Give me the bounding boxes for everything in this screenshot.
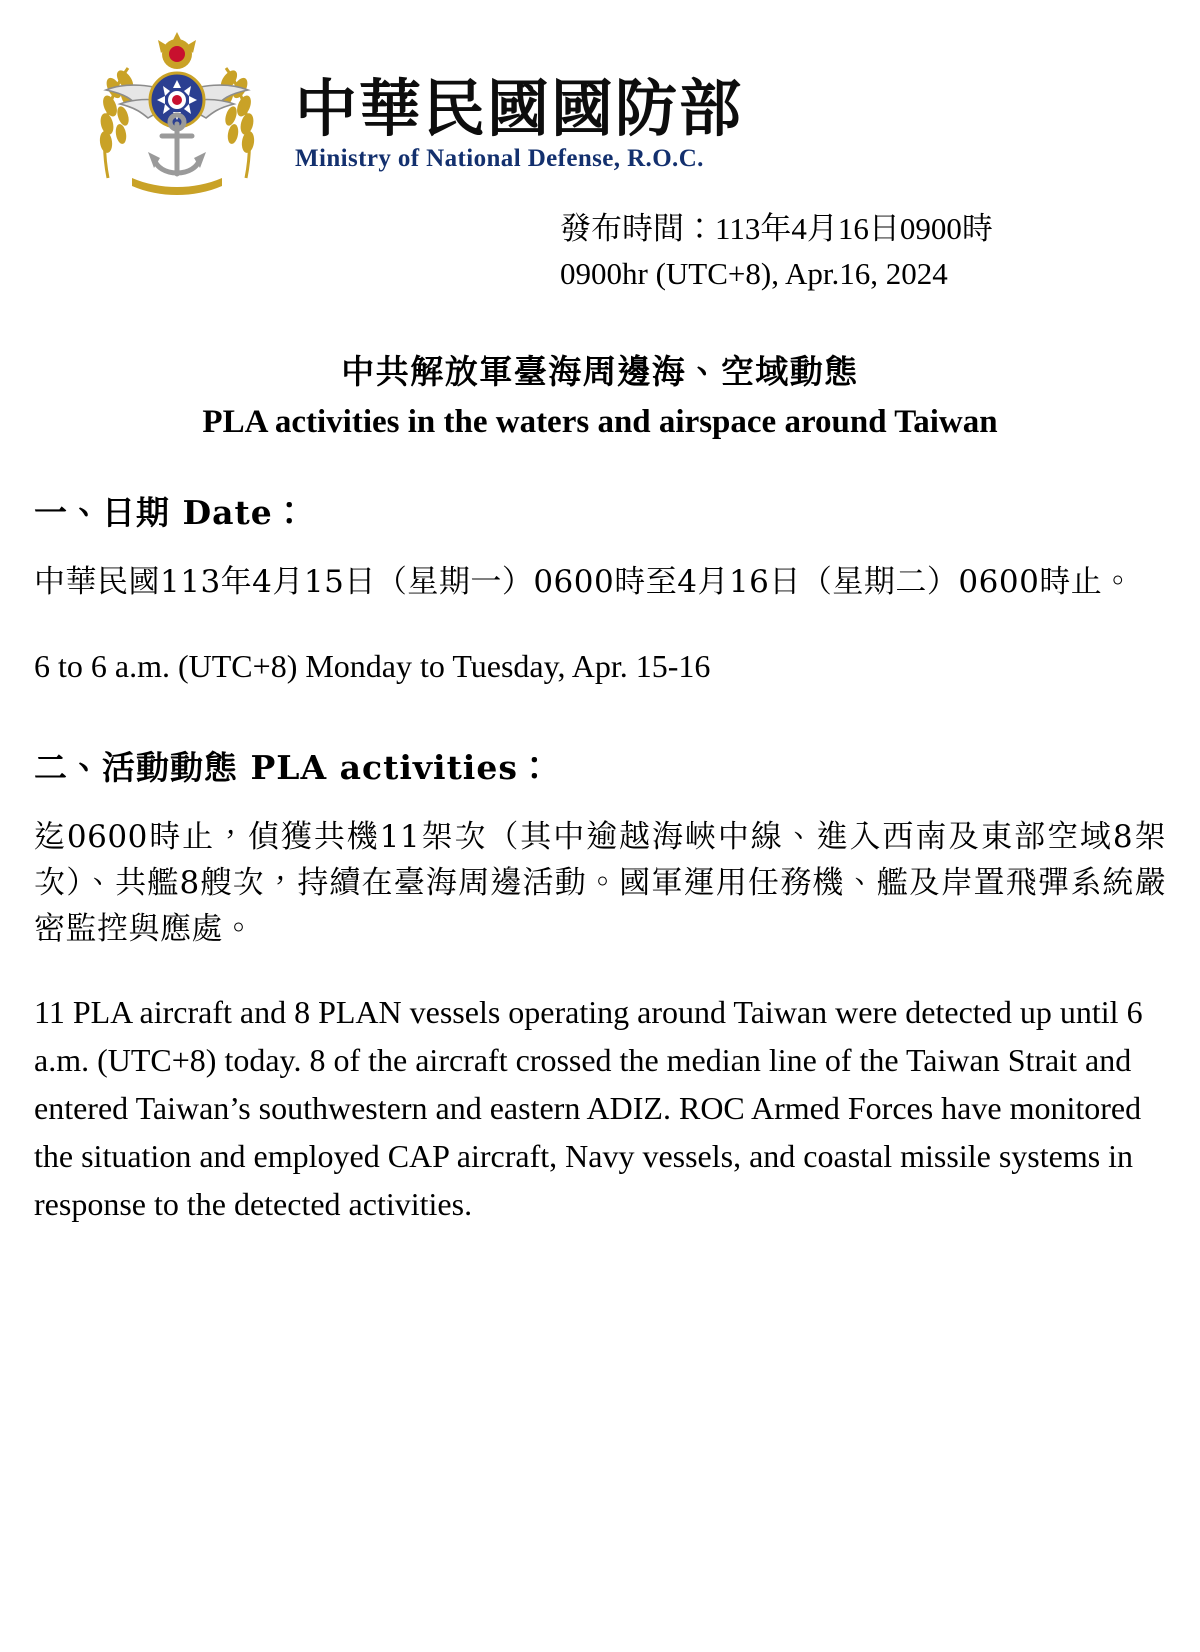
document-header [0, 0, 1200, 175]
section-activities-paragraph-en: 11 PLA aircraft and 8 PLAN vessels operating around Taiwan were detected up until 6 a.m. (UTC+8) today. 8 of the aircraft crossed the median line of the Taiwan Strait and entered Taiwan’s southwestern and eastern ADIZ. ROC Armed Forces have monitored the situation and employed CAP aircraft, Navy vessels, and coastal missile systems in response to the detected activities. [34, 994, 1143, 1223]
section-activities-paragraph-zh: 迄0600時止，偵獲共機11架次（其中逾越海峽中線、進入西南及東部空域8架次）、共艦8艘次，持續在臺海周邊活動。國軍運用任務機、艦及岸置飛彈系統嚴密監控與應處。 [34, 818, 1166, 947]
ministry-name-en: Ministry of National Defense, R.O.C. [295, 145, 704, 173]
ministry-name-block [295, 28, 743, 173]
section-activities-heading: 二、活動動態 PLA activities： [34, 747, 552, 787]
section-pla-activities [34, 742, 1166, 1229]
mnd-roc-emblem-icon [70, 28, 285, 198]
release-time-en: 0900hr (UTC+8), Apr.16, 2024 [560, 255, 948, 291]
section-date-paragraph-zh: 中華民國113年4月15日（星期一）0600時至4月16日（星期二）0600時止。 [34, 563, 1134, 600]
section-date [34, 487, 1166, 690]
document-title-en: PLA activities in the waters and airspace around Taiwan [202, 404, 998, 441]
document-body [0, 487, 1200, 1229]
section-date-paragraph-en: 6 to 6 a.m. (UTC+8) Monday to Tuesday, Apr. 15-16 [34, 647, 711, 684]
spacer [34, 720, 1166, 742]
section-date-heading: 一、日期 Date： [34, 492, 307, 532]
document-title-block [0, 349, 1200, 447]
spacer [34, 978, 1166, 988]
spacer [34, 632, 1166, 642]
release-time-zh: 發布時間：113年4月16日0900時 [560, 211, 993, 246]
release-time-block [0, 207, 1130, 297]
ministry-name-zh: 中華民國國防部 [295, 72, 744, 145]
document-title-zh: 中共解放軍臺海周邊海、空域動態 [341, 351, 859, 391]
